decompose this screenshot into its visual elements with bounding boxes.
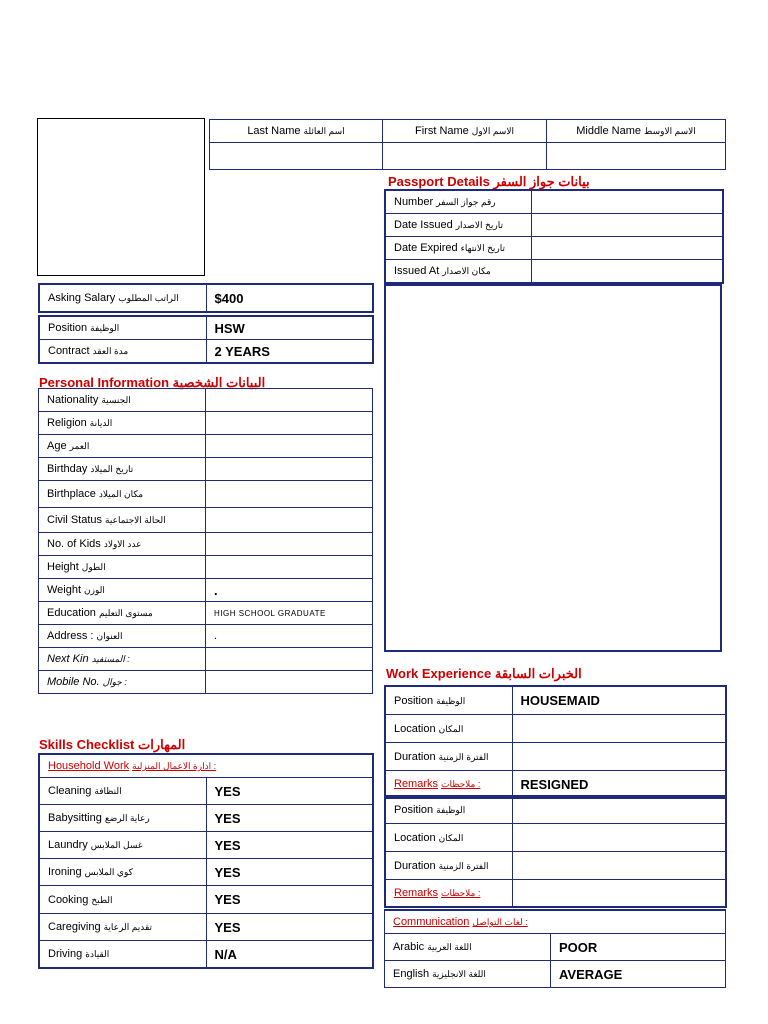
kids-field[interactable]	[206, 533, 373, 556]
skills-title: Skills Checklist المهارات	[39, 737, 186, 752]
birthplace-label: Birthplace مكان الميلاد	[39, 481, 206, 508]
issued-at-field[interactable]	[531, 260, 723, 284]
birthplace-field[interactable]	[206, 481, 373, 508]
caregiving-label: Caregiving تقديم الرعاية	[39, 914, 206, 941]
passport-table	[384, 189, 724, 284]
communication-header: Communication لغات التواصل :	[385, 910, 726, 934]
salary-label: Asking Salary الراتب المطلوب	[39, 284, 206, 312]
name-table	[209, 119, 726, 170]
cleaning-label: Cleaning النظافة	[39, 778, 206, 805]
work2-position-value[interactable]	[512, 796, 726, 824]
next-kin-label: Next Kin المستفيد :	[39, 648, 206, 671]
household-work-header: Household Work ادارة الاعمال المنزلية :	[39, 754, 373, 778]
work1-duration-label: Duration الفترة الزمنية	[385, 743, 512, 771]
birthday-label: Birthday تاريخ الميلاد	[39, 458, 206, 481]
work1-position-value[interactable]: HOUSEMAID	[512, 686, 726, 715]
communication-table	[384, 909, 726, 988]
salary-value[interactable]: $400	[206, 284, 373, 312]
kids-label: No. of Kids عدد الاولاد	[39, 533, 206, 556]
work2-location-value[interactable]	[512, 824, 726, 852]
date-issued-field[interactable]	[531, 214, 723, 237]
date-expired-label: Date Expired تاريخ الانتهاء	[385, 237, 531, 260]
first-name-header: First Name الاسم الاول	[383, 120, 547, 143]
position-contract-table	[38, 315, 374, 364]
work-experience-title: Work Experience الخبرات السابقة	[386, 666, 582, 681]
address-field[interactable]: .	[206, 625, 373, 648]
photo-box	[37, 118, 205, 276]
full-body-photo-box	[384, 284, 722, 652]
work-experience-table-2	[384, 795, 727, 908]
skills-table	[38, 753, 374, 969]
salary-table	[38, 283, 374, 313]
driving-label: Driving القيادة	[39, 941, 206, 969]
cooking-label: Cooking الطبخ	[39, 886, 206, 914]
work1-remarks-value[interactable]: RESIGNED	[512, 771, 726, 799]
address-label: Address : العنوان	[39, 625, 206, 648]
english-label: English اللغة الانجليزية	[385, 961, 551, 988]
work2-remarks-label: Remarks ملاحظات :	[385, 880, 512, 908]
caregiving-value[interactable]: YES	[206, 914, 373, 941]
religion-label: Religion الديانة	[39, 412, 206, 435]
work-experience-table-1	[384, 685, 727, 799]
passport-number-label: Number رقم جواز السفر	[385, 190, 531, 214]
personal-info-table	[38, 388, 373, 694]
work2-position-label: Position الوظيفة	[385, 796, 512, 824]
middle-name-header: Middle Name الاسم الاوسط	[547, 120, 726, 143]
last-name-field[interactable]	[210, 143, 383, 170]
arabic-label: Arabic اللغة العربية	[385, 934, 551, 961]
nationality-label: Nationality الجنسية	[39, 389, 206, 412]
weight-label: Weight الوزن	[39, 579, 206, 602]
birthday-field[interactable]	[206, 458, 373, 481]
passport-number-field[interactable]	[531, 190, 723, 214]
cleaning-value[interactable]: YES	[206, 778, 373, 805]
contract-label: Contract مدة العقد	[39, 340, 206, 364]
work1-location-label: Location المكان	[385, 715, 512, 743]
date-issued-label: Date Issued تاريخ الاصدار	[385, 214, 531, 237]
last-name-header: Last Name اسم العائلة	[210, 120, 383, 143]
mobile-field[interactable]	[206, 671, 373, 694]
weight-field[interactable]: .	[206, 579, 373, 602]
work2-duration-value[interactable]	[512, 852, 726, 880]
age-label: Age العمر	[39, 435, 206, 458]
date-expired-field[interactable]	[531, 237, 723, 260]
driving-value[interactable]: N/A	[206, 941, 373, 969]
babysitting-value[interactable]: YES	[206, 805, 373, 832]
education-field[interactable]: HIGH SCHOOL GRADUATE	[206, 602, 373, 625]
arabic-value[interactable]: POOR	[551, 934, 726, 961]
middle-name-field[interactable]	[547, 143, 726, 170]
english-value[interactable]: AVERAGE	[551, 961, 726, 988]
cooking-value[interactable]: YES	[206, 886, 373, 914]
age-field[interactable]	[206, 435, 373, 458]
civil-status-field[interactable]	[206, 508, 373, 533]
height-field[interactable]	[206, 556, 373, 579]
position-label: Position الوظيفة	[39, 316, 206, 340]
work1-duration-value[interactable]	[512, 743, 726, 771]
work1-location-value[interactable]	[512, 715, 726, 743]
mobile-label: Mobile No. جوال :	[39, 671, 206, 694]
first-name-field[interactable]	[383, 143, 547, 170]
work1-remarks-label: Remarks ملاحظات :	[385, 771, 512, 799]
contract-value[interactable]: 2 YEARS	[206, 340, 373, 364]
passport-title: Passport Details بيانات جواز السفر	[388, 174, 590, 189]
laundry-value[interactable]: YES	[206, 832, 373, 859]
work2-location-label: Location المكان	[385, 824, 512, 852]
nationality-field[interactable]	[206, 389, 373, 412]
work1-position-label: Position الوظيفة	[385, 686, 512, 715]
work2-duration-label: Duration الفترة الزمنية	[385, 852, 512, 880]
babysitting-label: Babysitting رعاية الرضع	[39, 805, 206, 832]
personal-info-title: Personal Information البيانات الشخصية	[39, 375, 266, 390]
next-kin-field[interactable]	[206, 648, 373, 671]
education-label: Education مستوى التعليم	[39, 602, 206, 625]
civil-status-label: Civil Status الحالة الاجتماعية	[39, 508, 206, 533]
position-value[interactable]: HSW	[206, 316, 373, 340]
ironing-value[interactable]: YES	[206, 859, 373, 886]
laundry-label: Laundry غسل الملابس	[39, 832, 206, 859]
work2-remarks-value[interactable]	[512, 880, 726, 908]
issued-at-label: Issued At مكان الاصدار	[385, 260, 531, 284]
ironing-label: Ironing كوي الملابس	[39, 859, 206, 886]
height-label: Height الطول	[39, 556, 206, 579]
religion-field[interactable]	[206, 412, 373, 435]
